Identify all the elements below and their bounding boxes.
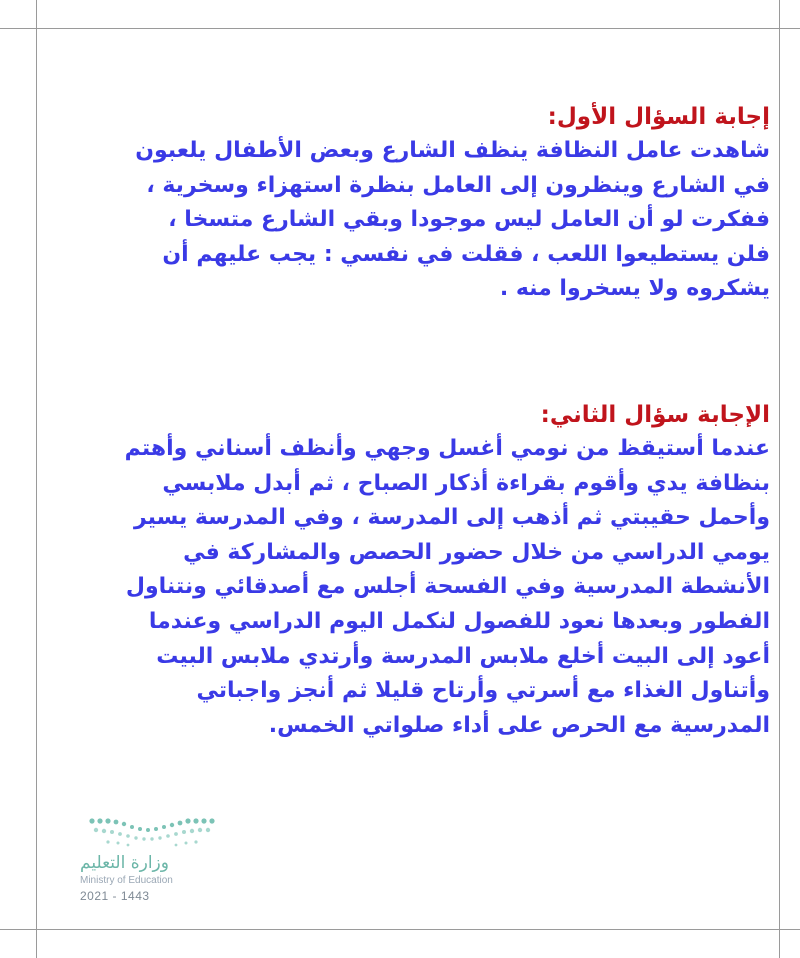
answer-two-line: يومي الدراسي من خلال حضور الحصص والمشاركة في: [183, 539, 770, 565]
right-crop-line: [779, 0, 780, 958]
answer-two-line: وأحمل حقيبتي ثم أذهب إلى المدرسة ، وفي المدرسة يسير: [133, 505, 770, 531]
answer-two-line: الفطور وبعدها نعود للفصول لنكمل اليوم الدراسي وعندما: [148, 608, 770, 634]
answer-two-line: المدرسية مع الحرص على أداء صلواتي الخمس.: [268, 712, 770, 738]
answer-two-line: وأتناول الغذاء مع أسرتي وأرتاح قليلا ثم أنجز واجباتي: [196, 678, 770, 704]
edition-year: 2021 - 1443: [80, 889, 150, 903]
answer-one-line: يشكروه ولا يسخروا منه .: [499, 276, 770, 302]
answer-two-line: عندما أستيقظ من نومي أغسل وجهي وأنظف أسناني وأهتم: [124, 436, 770, 461]
top-crop-line: [0, 28, 800, 29]
answer-one-heading: إجابة السؤال الأول:: [547, 104, 770, 130]
answer-two-line: بنظافة يدي وأقوم بقراءة أذكار الصباح ، ثم أبدل ملابسي: [162, 470, 770, 496]
answer-two-section: [100, 398, 770, 743]
answer-one-line: فلن يستطيعوا اللعب ، فقلت في نفسي : يجب عليهم أن: [162, 241, 770, 267]
answer-one-line: في الشارع وينظرون إلى العامل بنظرة استهزاء وسخرية ،: [146, 172, 770, 198]
ministry-name-arabic: وزارة التعليم: [80, 853, 169, 873]
bottom-crop-line: [0, 929, 800, 930]
ministry-dots-icon: [88, 815, 220, 849]
ministry-logo: [40, 815, 185, 905]
answer-two-heading: الإجابة سؤال الثاني:: [540, 402, 770, 428]
ministry-name-english: Ministry of Education: [80, 875, 173, 886]
answer-one-line: شاهدت عامل النظافة ينظف الشارع وبعض الأطفال يلعبون: [135, 138, 770, 163]
answer-one-line: ففكرت لو أن العامل ليس موجودا وبقي الشارع متسخا ،: [168, 207, 770, 233]
left-crop-line: [36, 0, 37, 958]
answer-one-section: [110, 100, 770, 307]
answer-two-line: الأنشطة المدرسية وفي الفسحة أجلس مع أصدقائي ونتناول: [125, 574, 770, 600]
answer-two-line: أعود إلى البيت أخلع ملابس المدرسة وأرتدي ملابس البيت: [156, 643, 770, 669]
